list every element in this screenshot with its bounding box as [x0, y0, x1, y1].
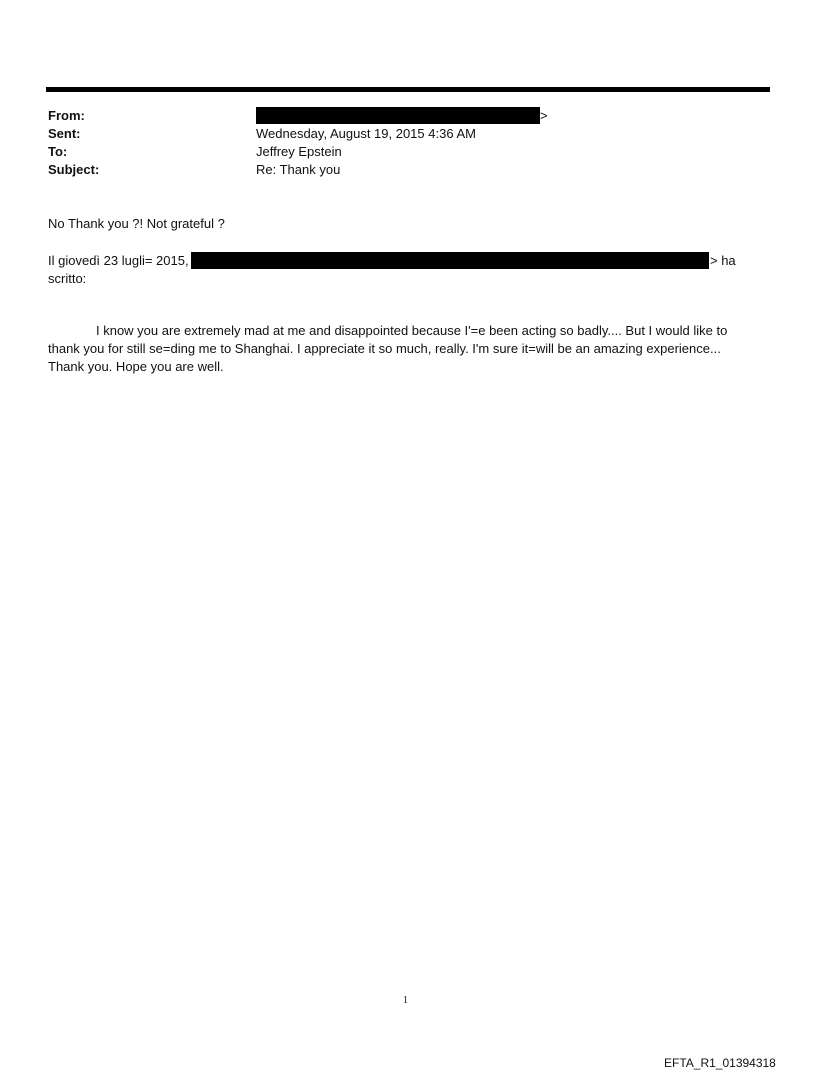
- document-id: EFTA_R1_01394318: [664, 1056, 776, 1070]
- to-label: To:: [48, 144, 68, 159]
- to-row: [48, 143, 768, 161]
- quote-intro-suffix: > ha: [710, 253, 736, 268]
- page-number: 1: [403, 995, 408, 1006]
- redacted-sender: [256, 107, 540, 124]
- reply-text: No Thank you ?! Not grateful ?: [48, 216, 225, 231]
- quoted-message-text: I know you are extremely mad at me and disappointed because I'=e been acting so badly.... But I would like to thank you for still se=ding me to Shanghai. I appreciate it so much, really. I'm sure it=will be an amazing experience... Thank you. Hope you are well.: [48, 323, 728, 374]
- to-value: Jeffrey Epstein: [256, 144, 342, 159]
- header-rule: [46, 87, 770, 92]
- subject-row: [48, 161, 768, 179]
- quote-intro-prefix: Il giovedì 23 lugli= 2015,: [48, 253, 189, 268]
- subject-label: Subject:: [48, 162, 100, 177]
- sent-label: Sent:: [48, 126, 81, 141]
- redacted-quoted-sender: [191, 252, 709, 269]
- from-suffix: >: [540, 108, 548, 123]
- quoted-message: [48, 322, 758, 376]
- quote-intro-line2: scritto:: [48, 271, 87, 286]
- sent-row: [48, 125, 768, 143]
- quote-intro: [48, 252, 768, 270]
- sent-value: Wednesday, August 19, 2015 4:36 AM: [256, 126, 476, 141]
- subject-value: Re: Thank you: [256, 162, 341, 177]
- from-row: [48, 107, 768, 125]
- from-label: From:: [48, 108, 85, 123]
